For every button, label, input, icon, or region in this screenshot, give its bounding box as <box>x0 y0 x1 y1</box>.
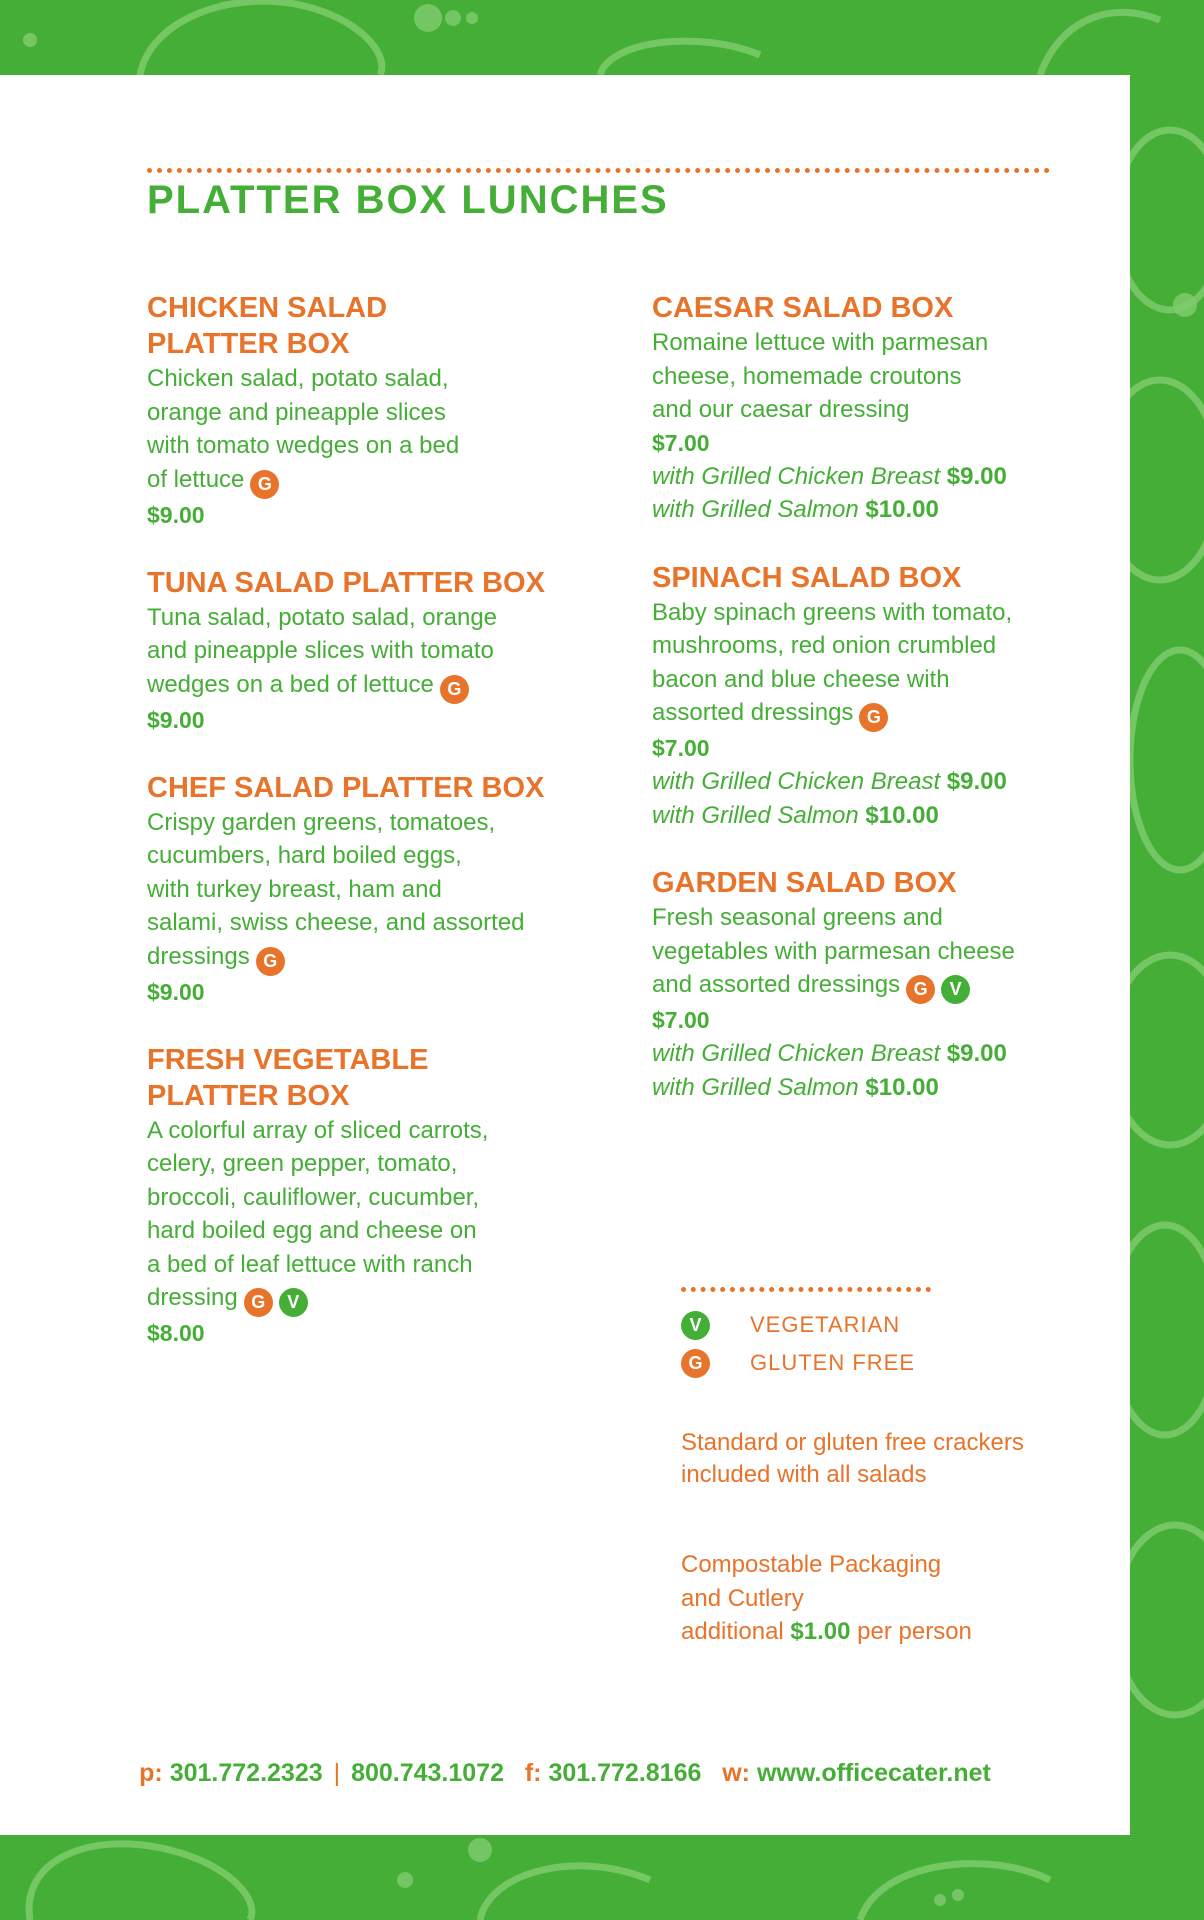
menu-item-chicken-salad-platter-box <box>147 290 567 532</box>
description-text: cucumbers, hard boiled eggs, <box>147 842 462 869</box>
website-link[interactable]: www.officecater.net <box>756 1759 991 1787</box>
packaging-prefix: additional <box>681 1618 784 1645</box>
item-name-line: CHEF SALAD PLATTER BOX <box>147 771 545 804</box>
description-text: and pineapple slices with tomato <box>147 637 494 664</box>
addon-price: $10.00 <box>865 496 939 523</box>
item-name-line: CHICKEN SALAD <box>147 292 388 324</box>
note-line: Compostable Packaging <box>681 1551 942 1578</box>
item-description <box>147 601 567 704</box>
legend <box>681 1287 1081 1649</box>
description-text: Fresh seasonal greens and <box>652 904 943 931</box>
description-text: celery, green pepper, tomato, <box>147 1150 458 1177</box>
menu-item-tuna-salad-platter-box <box>147 565 567 737</box>
addon-option <box>652 1037 1072 1071</box>
crackers-note <box>681 1427 1081 1491</box>
legend-label: VEGETARIAN <box>750 1312 901 1337</box>
addon-option <box>652 765 1072 799</box>
packaging-price: $1.00 <box>790 1618 851 1645</box>
addon-label: with Grilled Salmon <box>652 496 859 523</box>
item-name <box>147 1042 567 1114</box>
description-line <box>147 1214 567 1248</box>
description-line <box>147 601 567 635</box>
legend-dotted-divider <box>681 1287 931 1292</box>
description-line <box>147 429 567 463</box>
description-line <box>147 1248 567 1282</box>
tollfree-number[interactable]: 800.743.1072 <box>351 1759 504 1787</box>
gluten-free-icon: G <box>681 1349 710 1378</box>
description-text: a bed of leaf lettuce with ranch <box>147 1250 473 1278</box>
description-text: dressings <box>147 942 250 970</box>
description-line <box>652 696 1072 732</box>
description-text: bacon and blue cheese with <box>652 665 950 693</box>
note-line: Standard or gluten free crackers <box>681 1429 1024 1456</box>
item-description <box>147 806 567 976</box>
description-line <box>147 1147 567 1181</box>
description-line <box>147 873 567 907</box>
description-text: Baby spinach greens with tomato, <box>652 598 1013 626</box>
packaging-price-line <box>681 1615 1081 1649</box>
description-text: A colorful array of sliced carrots, <box>147 1116 489 1144</box>
gluten-free-icon: G <box>906 975 935 1004</box>
description-text: cheese, homemade croutons <box>652 362 962 390</box>
title-dotted-divider <box>147 168 1050 173</box>
item-name-line: TUNA SALAD PLATTER BOX <box>147 566 545 599</box>
description-line <box>147 806 567 840</box>
description-line <box>652 663 1072 697</box>
legend-item-gluten-free <box>681 1344 1081 1382</box>
gluten-free-icon: G <box>244 1288 273 1317</box>
menu-column-left <box>147 290 567 1383</box>
item-description <box>652 596 1072 733</box>
description-line <box>147 463 567 499</box>
addon-label: with Grilled Chicken Breast <box>652 768 941 795</box>
contact-footer <box>0 1759 1130 1788</box>
description-text: of lettuce <box>147 465 245 493</box>
item-name-line: FRESH VEGETABLE <box>147 1043 429 1076</box>
item-name <box>652 560 1072 596</box>
addon-label: with Grilled Salmon <box>652 1073 859 1101</box>
legend-label: GLUTEN FREE <box>750 1350 916 1375</box>
menu-item-fresh-vegetable-platter-box <box>147 1042 567 1351</box>
addon-option <box>652 1071 1072 1105</box>
gluten-free-icon: G <box>256 947 285 976</box>
description-text: and assorted dressings <box>652 971 901 998</box>
description-line <box>652 968 1072 1004</box>
vegetarian-icon: V <box>279 1288 308 1317</box>
description-line <box>147 668 567 704</box>
item-price: $7.00 <box>652 1007 710 1033</box>
description-line <box>147 1181 567 1215</box>
description-text: vegetables with parmesan cheese <box>652 937 1015 965</box>
description-text: and our caesar dressing <box>652 396 910 423</box>
description-line <box>652 393 1072 427</box>
description-text: Crispy garden greens, tomatoes, <box>147 808 496 836</box>
description-text: with tomato wedges on a bed <box>147 432 460 459</box>
item-name-line: CAESAR SALAD BOX <box>652 292 954 324</box>
menu-item-caesar-salad-box <box>652 290 1072 527</box>
item-description <box>652 901 1072 1004</box>
description-text: orange and pineapple slices <box>147 398 446 426</box>
item-description <box>652 326 1072 427</box>
description-line <box>652 360 1072 394</box>
gluten-free-icon: G <box>440 675 469 704</box>
description-text: Romaine lettuce with parmesan <box>652 329 989 356</box>
menu-column-right <box>652 290 1072 1137</box>
item-name-line: PLATTER BOX <box>147 1079 350 1112</box>
description-line <box>652 935 1072 969</box>
description-line <box>652 596 1072 630</box>
description-line <box>147 1281 567 1317</box>
menu-item-garden-salad-box <box>652 865 1072 1104</box>
gluten-free-icon: G <box>250 470 279 499</box>
addon-label: with Grilled Chicken Breast <box>652 462 941 490</box>
addon-price: $10.00 <box>865 801 939 829</box>
description-line <box>147 906 567 940</box>
item-name <box>652 865 1072 901</box>
item-price: $7.00 <box>652 735 710 761</box>
description-text: Chicken salad, potato salad, <box>147 365 449 392</box>
packaging-note <box>681 1548 1081 1649</box>
description-text: with turkey breast, ham and <box>147 875 442 903</box>
addon-label: with Grilled Salmon <box>652 801 859 829</box>
description-text: salami, swiss cheese, and assorted <box>147 909 525 936</box>
description-text: assorted dressings <box>652 699 854 726</box>
description-line <box>147 634 567 668</box>
phone-number[interactable]: 301.772.2323 <box>169 1759 323 1787</box>
description-line <box>147 839 567 873</box>
phone-label: p: <box>139 1759 163 1787</box>
addon-price: $9.00 <box>946 1040 1007 1067</box>
web-label: w: <box>722 1759 751 1787</box>
addon-option <box>652 493 1072 527</box>
addon-option <box>652 460 1072 494</box>
description-text: dressing <box>147 1284 238 1311</box>
description-line <box>147 940 567 976</box>
item-price: $9.00 <box>147 706 205 733</box>
menu-page <box>0 75 1130 1835</box>
description-line <box>652 901 1072 935</box>
item-price: $9.00 <box>147 978 205 1005</box>
packaging-suffix: per person <box>857 1618 972 1645</box>
item-name-line: GARDEN SALAD BOX <box>652 867 957 899</box>
description-text: mushrooms, red onion crumbled <box>652 632 997 659</box>
item-name-line: SPINACH SALAD BOX <box>652 561 962 594</box>
description-line <box>652 326 1072 360</box>
item-name <box>147 290 567 362</box>
fax-label: f: <box>524 1759 542 1787</box>
item-description <box>147 1114 567 1318</box>
item-name <box>147 770 567 806</box>
description-text: wedges on a bed of lettuce <box>147 670 434 698</box>
description-text: broccoli, cauliflower, cucumber, <box>147 1183 480 1211</box>
item-name-line: PLATTER BOX <box>147 328 350 360</box>
item-name <box>652 290 1072 326</box>
description-line <box>652 629 1072 663</box>
item-price: $7.00 <box>652 429 710 456</box>
item-description <box>147 362 567 499</box>
legend-item-vegetarian <box>681 1306 1081 1344</box>
note-line: included with all salads <box>681 1461 927 1488</box>
description-text: Tuna salad, potato salad, orange <box>147 603 498 631</box>
item-price: $9.00 <box>147 501 205 528</box>
description-text: hard boiled egg and cheese on <box>147 1217 477 1244</box>
addon-price: $10.00 <box>865 1073 939 1101</box>
description-line <box>147 362 567 396</box>
gluten-free-icon: G <box>859 703 888 732</box>
addon-label: with Grilled Chicken Breast <box>652 1040 941 1067</box>
vegetarian-icon: V <box>681 1311 710 1340</box>
menu-item-chef-salad-platter-box <box>147 770 567 1009</box>
item-name <box>147 565 567 601</box>
menu-item-spinach-salad-box <box>652 560 1072 833</box>
note-line: and Cutlery <box>681 1584 804 1612</box>
item-price: $8.00 <box>147 1320 205 1346</box>
vegetarian-icon: V <box>941 975 970 1004</box>
page-title: PLATTER BOX LUNCHES <box>147 178 669 222</box>
addon-option <box>652 799 1072 833</box>
addon-price: $9.00 <box>946 462 1007 490</box>
description-line <box>147 1114 567 1148</box>
description-line <box>147 396 567 430</box>
addon-price: $9.00 <box>946 768 1007 795</box>
footer-separator: | <box>333 1759 341 1787</box>
fax-number: 301.772.8166 <box>548 1759 702 1787</box>
